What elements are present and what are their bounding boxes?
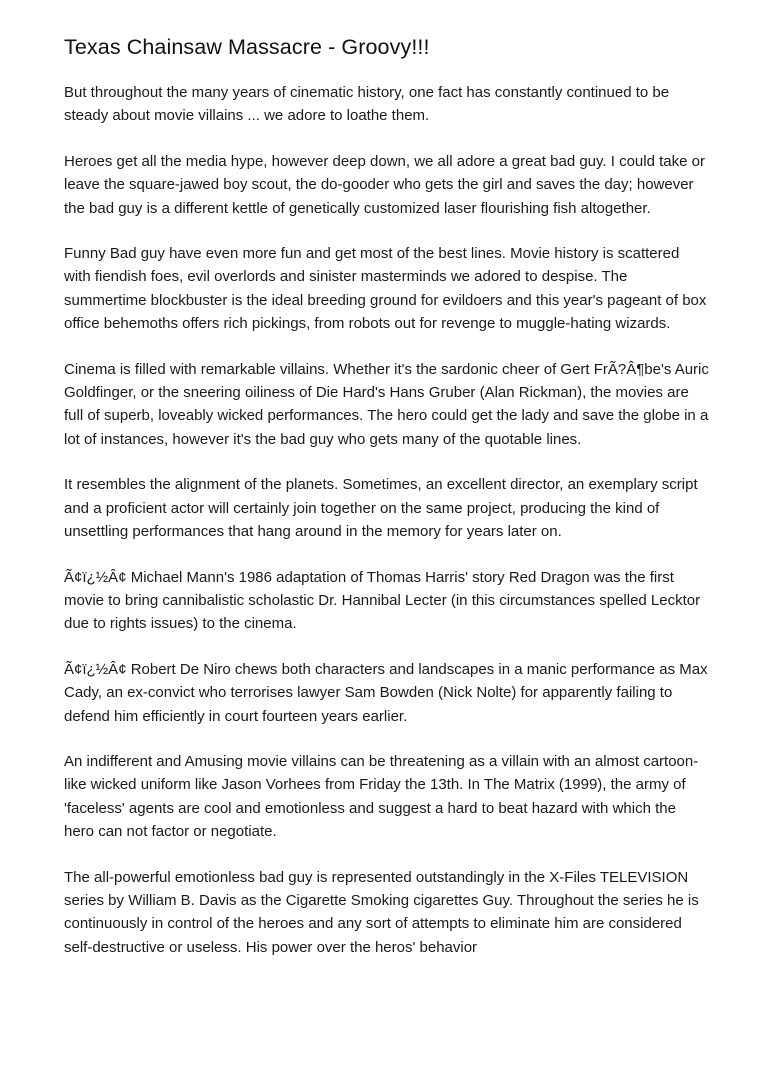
paragraph-2: Heroes get all the media hype, however deep down, we all adore a great bad guy. I could take or leave the square-jawed boy scout, the do-gooder who gets the girl and saves the day; however the bad guy is a different kettle of genetically customized laser flourishing fish altogether.: [64, 152, 705, 217]
paragraph-3: Funny Bad guy have even more fun and get most of the best lines. Movie history is scattered with fiendish foes, evil overlords and sinister masterminds we adored to despise. The summertime blockbuster is the ideal breeding ground for evildoers and this year's pageant of box office behemoths offers rich pickings, from robots out for revenge to muggle-hating wizards.: [64, 245, 707, 333]
paragraph-8: An indifferent and Amusing movie villains can be threatening as a villain with an almost cartoon-like wicked uniform like Jason Vorhees from Friday the 13th. In The Matrix (1999), the army of 'faceless' agents are cool and emotionless and suggest a hard to beat hazard with which the hero can not factor or negotiate.: [64, 752, 699, 841]
paragraph-4: Cinema is filled with remarkable villains. Whether it's the sardonic cheer of Gert FrÃ?Â¶be's Auric Goldfinger, or the sneering oiliness of Die Hard's Hans Gruber (Alan Rickman), the movies are full of superb, loveably wicked performances. The hero could get the lady and save the globe in a lot of instances, however it's the bad guy who gets many of the quotable lines.: [64, 360, 709, 448]
paragraph-7: Ã¢ï¿½Â¢ Robert De Niro chews both characters and landscapes in a manic performance as Max Cady, an ex-convict who terrorises lawyer Sam Bowden (Nick Nolte) for apparently failing to defend him efficiently in court fourteen years earlier.: [64, 660, 708, 725]
paragraph-1: But throughout the many years of cinematic history, one fact has constantly continued to be steady about movie villains ... we adore to loathe them.: [64, 84, 670, 125]
paragraph-6: Ã¢ï¿½Â¢ Michael Mann's 1986 adaptation of Thomas Harris' story Red Dragon was the first movie to bring cannibalistic scholastic Dr. Hannibal Lecter (in this circumstances spelled Lecktor due to rights issues) to the cinema.: [64, 568, 701, 633]
paragraph-9: The all-powerful emotionless bad guy is represented outstandingly in the X-Files TELEVISION series by William B. Davis as the Cigarette Smoking cigarettes Guy. Throughout the series he is continuously in control of the heroes and any sort of attempts to eliminate him are considered self-destructive or useless. His power over the heros' behavior: [64, 868, 699, 956]
paragraph-5: It resembles the alignment of the planets. Sometimes, an excellent director, an exemplary script and a proficient actor will certainly join together on the same project, producing the kind of unsettling performances that hang around in the memory for years later on.: [64, 476, 698, 541]
page-title: Texas Chainsaw Massacre - Groovy!!!: [64, 35, 430, 59]
